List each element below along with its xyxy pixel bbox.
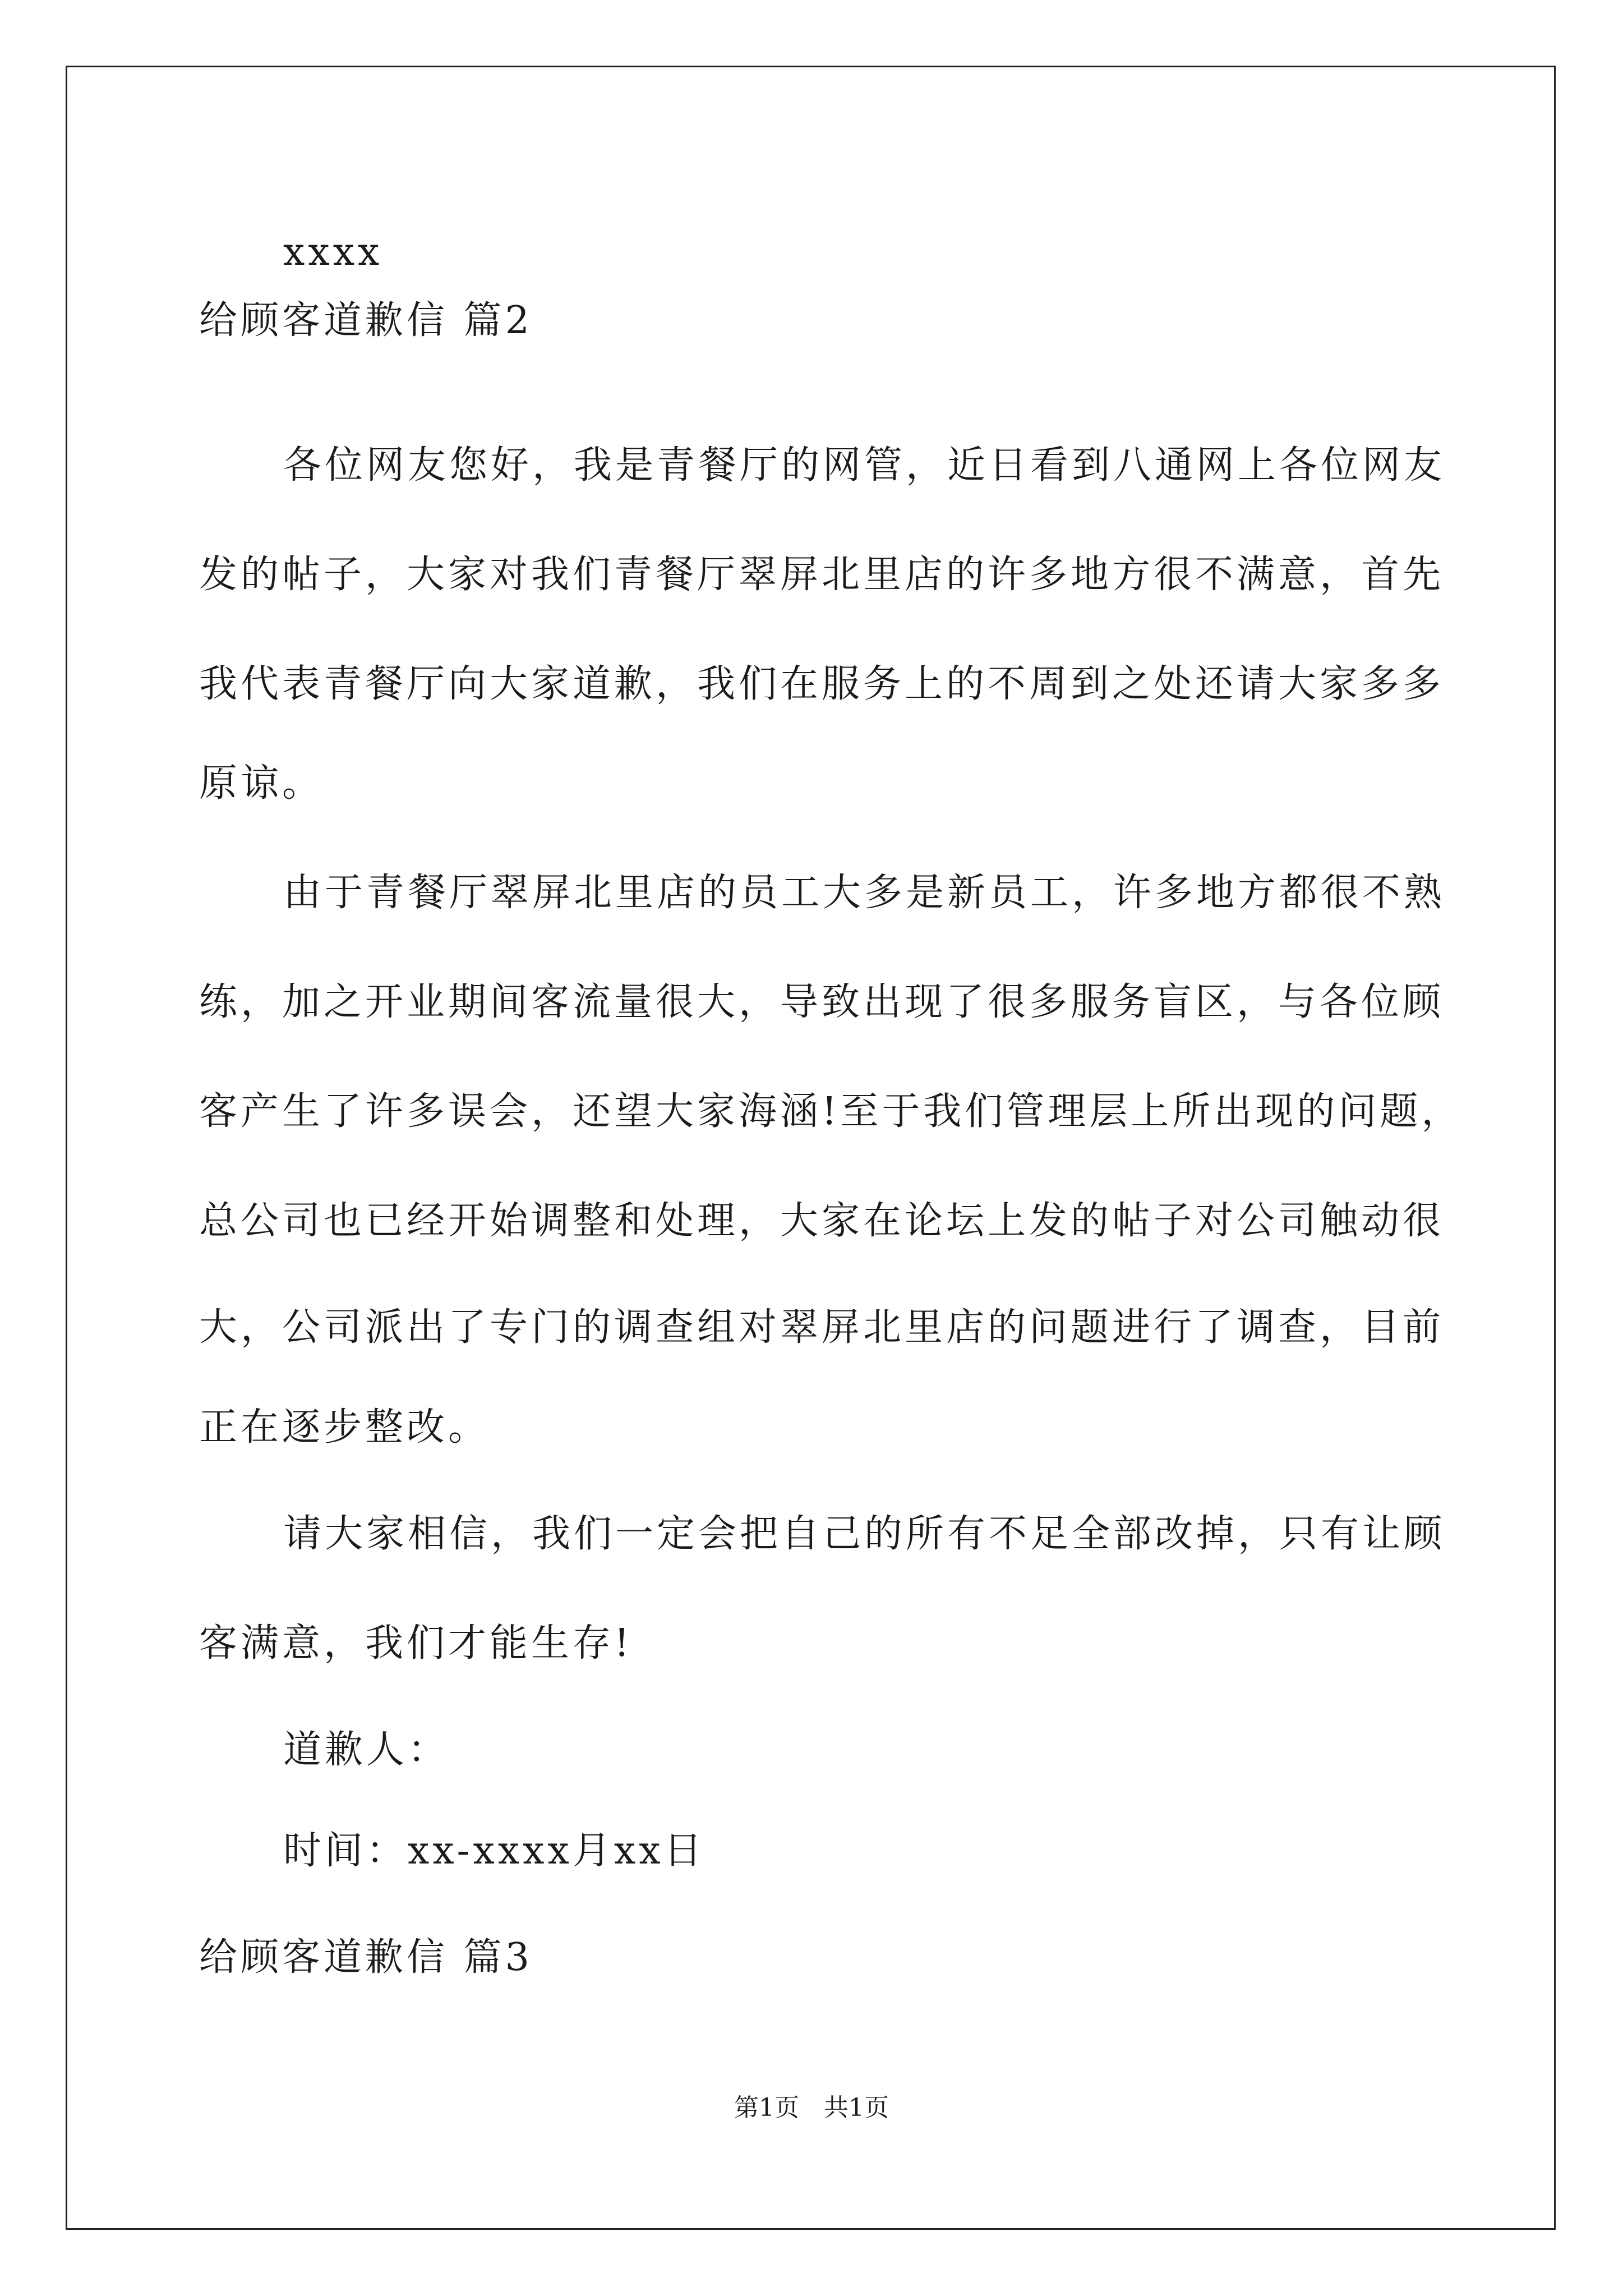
paragraph-2-line-3: 客产生了许多误会，还望大家海涵!至于我们管理层上所出现的问题， xyxy=(199,1089,1463,1134)
page-border xyxy=(66,66,1556,2230)
paragraph-2-line-6: 正在逐步整改。 xyxy=(199,1405,490,1450)
paragraph-1-line-1: 各位网友您好，我是青餐厅的网管，近日看到八通网上各位网友 xyxy=(283,443,1446,487)
paragraph-2-line-5: 大，公司派出了专门的调查组对翠屏北里店的问题进行了调查，目前 xyxy=(199,1305,1445,1350)
paragraph-2-line-4: 总公司也已经开始调整和处理，大家在论坛上发的帖子对公司触动很 xyxy=(199,1199,1445,1243)
paragraph-1-line-2: 发的帖子，大家对我们青餐厅翠屏北里店的许多地方很不满意，首先 xyxy=(199,553,1445,597)
paragraph-1-line-4: 原谅。 xyxy=(199,761,324,806)
page-number: 第1页 共1页 xyxy=(734,2093,889,2122)
section-heading-3: 给顾客道歉信 篇3 xyxy=(199,1935,533,1980)
paragraph-3-line-2: 客满意，我们才能生存! xyxy=(199,1621,633,1665)
date-line: 时间：xx-xxxx月xx日 xyxy=(283,1829,706,1873)
signature-top: xxxx xyxy=(283,230,383,274)
section-heading-2: 给顾客道歉信 篇2 xyxy=(199,298,533,343)
signer-label: 道歉人： xyxy=(283,1728,450,1772)
paragraph-3-line-1: 请大家相信，我们一定会把自己的所有不足全部改掉，只有让顾 xyxy=(283,1512,1446,1556)
paragraph-2-line-2: 练，加之开业期间客流量很大，导致出现了很多服务盲区，与各位顾 xyxy=(199,980,1445,1024)
paragraph-1-line-3: 我代表青餐厅向大家道歉，我们在服务上的不周到之处还请大家多多 xyxy=(199,662,1445,706)
paragraph-2-line-1: 由于青餐厅翠屏北里店的员工大多是新员工，许多地方都很不熟 xyxy=(283,871,1446,915)
